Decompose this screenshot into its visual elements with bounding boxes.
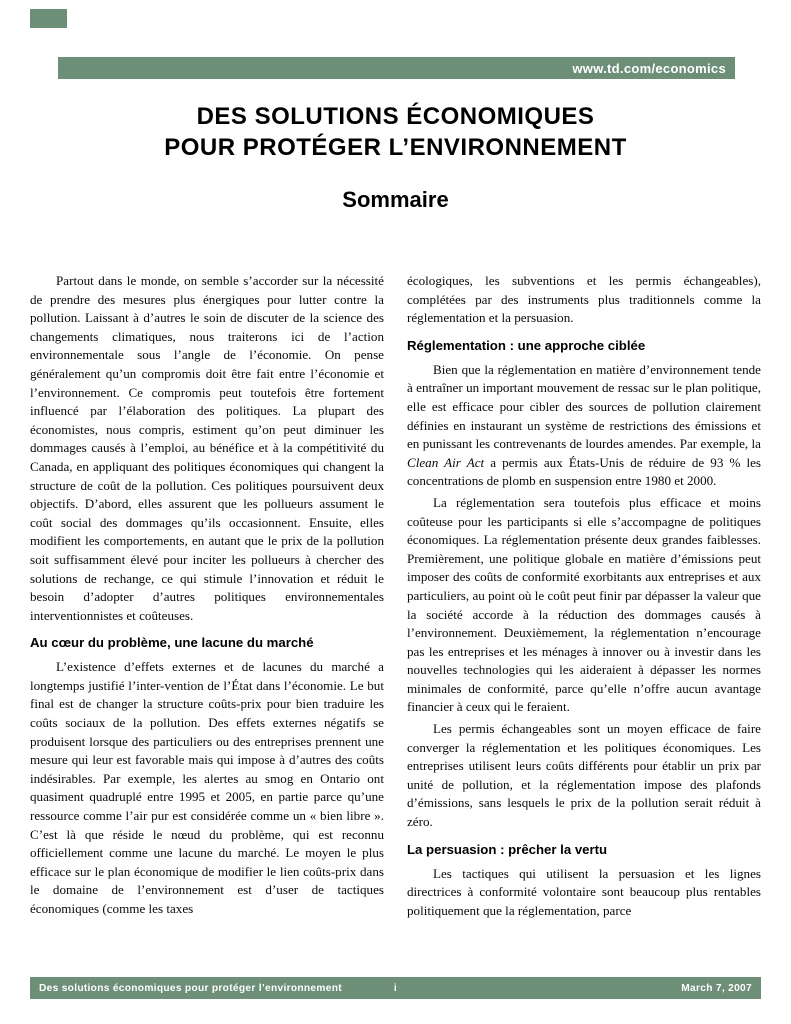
header-url-link[interactable]: www.td.com/economics xyxy=(572,60,726,76)
section-heading: Au cœur du problème, une lacune du marché xyxy=(30,635,314,651)
section-heading: La persuasion : prêcher la vertu xyxy=(407,841,608,857)
section-heading: Réglementation : une approche ciblée xyxy=(407,337,646,353)
footer-bar xyxy=(30,977,761,999)
footer-page-number: i xyxy=(393,982,398,994)
italic-law-name: Clean Air Act xyxy=(407,454,485,470)
body-columns xyxy=(30,272,761,974)
paragraph xyxy=(407,361,761,491)
document-title xyxy=(0,101,791,163)
document-title-line1: DES SOLUTIONS ÉCONOMIQUES xyxy=(196,103,595,130)
corner-mark xyxy=(30,9,67,28)
paragraph: La réglementation sera toutefois plus efficace et moins coûteuse pour les participants si elle s’accompagne de politiques économiques. La réglementation présente deux grandes faiblesses. Premièrement, une politique globale en matière d’émissions peut imposer des coûts de conformité exorbitants aux entreprises et aux particuliers, au point où le coût peut finir par dépasser la valeur que la société accorde à la réduction des dommages causés à l’environnement. Deuxièmement, la réglementation n’encourage pas les entreprises et les ménages à innover ou à investir dans les nouvelles technologies qui les aideraient à dépasser les normes minimales de conformité, parce qu’elle n’offre aucun avantage financier à ceux qui le feraient. xyxy=(407,494,761,715)
paragraph: Les permis échangeables sont un moyen efficace de faire converger la réglementation et les politiques économiques. Les entreprises utilisent leurs coûts différents pour établir un prix par unité de pollution, et la réglementation impose des plafonds d’émissions, sans lesquels le prix de la pollution serait réduit à zéro. xyxy=(407,721,761,830)
document-subtitle: Sommaire xyxy=(342,187,449,212)
paragraph: Partout dans le monde, on semble s’accorder sur la nécessité de prendre des mesures plus énergiques pour lutter contre la pollution. Laissant à d’autres le soin de discuter de la science des changements climatiques, nous traiterons ici de l’action environnementale sous l’angle de l’économie. On pense généralement qu’un compromis doit être fait entre l’économie et l’environnement. Ce compromis peut toutefois être fortement influencé par l’élaboration des politiques. La plupart des économistes, nous compris, estiment qu’on peut diminuer les dommages causés à l’emploi, au bénéfice et à la compétitivité du Canada, en appliquant des politiques économiques qui changent la structure de coût de la pollution. Ces politiques poursuivent deux objectifs. D’abord, elles assurent que les pollueurs assument le coût social des dommages qu’ils occasionnent. Ensuite, elles modifient les comportements, en autant que le prix de la pollution soit suffisamment élevé pour inciter les pollueurs à chercher des solutions de rechange, ce qui stimule l’innovation et réduit le besoin d’adopter d’autres politiques environnementales interventionnistes et coûteuses. xyxy=(30,273,384,623)
right-column xyxy=(407,272,761,974)
footer-document-title: Des solutions économiques pour protéger l’environnement xyxy=(39,982,342,994)
header-bar xyxy=(58,57,735,79)
left-column xyxy=(30,272,384,974)
paragraph: L’existence d’effets externes et de lacunes du marché a longtemps justifié l’inter-vention de l’État dans l’économie. Le but final est de changer la structure coûts-prix pour bien traduire les coûts sociaux de la pollution. Des effets externes négatifs se produisent lorsque des particuliers ou des entreprises prennent une mesure qui leur est favorable mais qui impose à d’autres des coûts indésirables. Par exemple, les alertes au smog en Ontario ont quasiment quadruplé entre 1995 et 2005, en partie parce qu’une ressource comme l’air pur est considérée comme un « bien libre ». C’est là que réside le nœud du problème, qui est reconnu officiellement comme une lacune du marché. Le moyen le plus efficace sur le plan économique de modifier le lien coûts-prix dans le domaine de l’environnement est d’user de tactiques économiques (comme les taxes xyxy=(30,659,384,916)
paragraph-text: a permis aux États-Unis de réduire de 93 % les concentrations de plomb en suspension entre 1980 et 2000. xyxy=(407,454,761,489)
paragraph: Les tactiques qui utilisent la persuasion et les lignes directrices à conformité volontaire sont beaucoup plus rentables politiquement que la réglementation, parce xyxy=(407,865,761,918)
paragraph-continuation: écologiques, les subventions et les permis échangeables), complétées par des instruments plus traditionnels comme la réglementation et la persuasion. xyxy=(407,273,761,326)
footer-date: March 7, 2007 xyxy=(681,982,752,994)
paragraph-text: Bien que la réglementation en matière d’environnement tende à entraîner un important mouvement de ressac sur le plan politique, elle est efficace pour cibler des sources de pollution clairement définies en instaurant un système de restrictions des émissions et en punissant les contrevenants de lourdes amendes. Par exemple, la xyxy=(407,361,761,452)
document-title-line2: POUR PROTÉGER L’ENVIRONNEMENT xyxy=(164,134,627,161)
